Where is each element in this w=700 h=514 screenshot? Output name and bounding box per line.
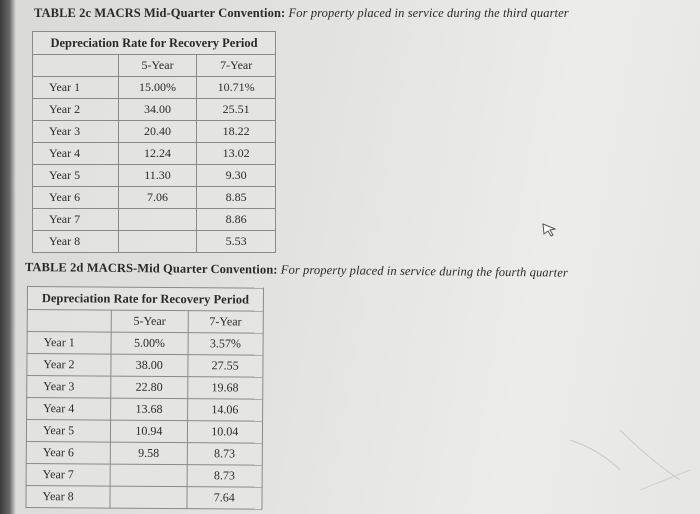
table-2d-corner (27, 310, 111, 333)
table-2c-year-label: Year 3 (33, 121, 119, 143)
table-2c-5yr-rate: 15.00% (118, 77, 197, 99)
table-2d (25, 286, 264, 510)
table-2d-row (27, 354, 263, 378)
table-2c-header: Depreciation Rate for Recovery Period (33, 32, 276, 55)
table-2d-row (26, 463, 262, 487)
table-2c-year-label: Year 2 (33, 99, 119, 121)
table-2c-7yr-rate: 10.71% (197, 77, 276, 99)
table-2d-subtitle: For property placed in service during the fourth quarter (280, 262, 568, 280)
table-2c-row (33, 121, 276, 143)
table-2c-row (33, 187, 276, 209)
table-2d-5yr-rate: 13.68 (111, 398, 187, 421)
table-2d-7yr-rate: 3.57% (188, 333, 264, 356)
table-2c-7yr-rate: 5.53 (197, 231, 276, 253)
table-2d-row (26, 485, 262, 509)
table-2d-header: Depreciation Rate for Recovery Period (27, 287, 263, 312)
table-2d-caption (25, 260, 568, 281)
table-2c-5yr-rate: 11.30 (118, 165, 197, 187)
table-2c-row (33, 165, 276, 187)
table-2c-7yr-rate: 13.02 (197, 143, 276, 165)
table-2d-7yr-rate: 7.64 (186, 487, 262, 510)
table-2d-row (27, 398, 263, 422)
table-2c-5yr-rate: 12.24 (118, 143, 197, 165)
table-2d-5yr-rate (110, 464, 186, 487)
table-2c-5yr-rate (118, 231, 197, 253)
table-2c-col-5yr: 5-Year (118, 55, 197, 77)
table-2c-7yr-rate: 9.30 (197, 165, 276, 187)
table-2c-row (33, 209, 276, 231)
table-2d-year-label: Year 3 (27, 376, 111, 399)
table-2d-row (27, 376, 263, 400)
table-2c-7yr-rate: 8.85 (197, 187, 276, 209)
table-2d-5yr-rate (110, 486, 186, 509)
table-2c-label: TABLE 2c (34, 6, 92, 20)
table-2d-7yr-rate: 10.04 (187, 421, 263, 444)
table-2c-5yr-rate (118, 209, 197, 231)
table-2d-7yr-rate: 27.55 (187, 355, 263, 378)
table-2c-col-7yr: 7-Year (197, 55, 276, 77)
table-2d-year-label: Year 1 (27, 332, 111, 355)
table-2c-row (33, 77, 276, 99)
table-2d-5yr-rate: 5.00% (111, 332, 187, 355)
table-2c-5yr-rate: 7.06 (118, 187, 197, 209)
table-2d-7yr-rate: 8.73 (187, 443, 263, 466)
table-2c-year-label: Year 5 (33, 165, 119, 187)
table-2d-title: MACRS-Mid Quarter Convention: (86, 260, 278, 277)
table-2d-7yr-rate: 19.68 (187, 377, 263, 400)
table-2d-7yr-rate: 8.73 (187, 465, 263, 488)
table-2c-7yr-rate: 18.22 (197, 121, 276, 143)
table-2c-year-label: Year 7 (33, 209, 119, 231)
pencil-marks-decoration (560, 420, 700, 514)
table-2c-title: MACRS Mid-Quarter Convention: (94, 6, 286, 20)
table-2d-row (26, 441, 262, 465)
table-2c-row (33, 143, 276, 165)
table-2d-col-7yr: 7-Year (188, 311, 264, 334)
table-2c-row (33, 99, 276, 121)
table-2c-caption (34, 6, 569, 21)
table-2c-subtitle: For property placed in service during the third quarter (288, 6, 569, 20)
table-2c-year-label: Year 8 (33, 231, 119, 253)
table-2d-7yr-rate: 14.06 (187, 399, 263, 422)
table-2d-col-5yr: 5-Year (111, 310, 187, 333)
table-2d-5yr-rate: 38.00 (111, 354, 187, 377)
table-2c-year-label: Year 4 (33, 143, 119, 165)
table-2d-year-label: Year 8 (26, 485, 110, 508)
table-2d-year-label: Year 7 (26, 463, 110, 486)
table-2d-5yr-rate: 9.58 (110, 442, 186, 465)
table-2d-5yr-rate: 10.94 (111, 420, 187, 443)
table-2d-5yr-rate: 22.80 (111, 376, 187, 399)
table-2c-5yr-rate: 20.40 (118, 121, 197, 143)
table-2d-row (27, 332, 263, 356)
table-2c-5yr-rate: 34.00 (118, 99, 197, 121)
table-2c-year-label: Year 1 (33, 77, 119, 99)
table-2d-year-label: Year 5 (26, 420, 110, 443)
table-2d-label: TABLE 2d (24, 260, 84, 275)
table-2c-year-label: Year 6 (33, 187, 119, 209)
table-2d-year-label: Year 2 (27, 354, 111, 377)
table-2c-row (33, 231, 276, 253)
table-2d-row (26, 420, 262, 444)
table-2c (32, 31, 276, 253)
table-2d-year-label: Year 4 (27, 398, 111, 421)
mouse-cursor-icon (540, 220, 558, 238)
table-2d-year-label: Year 6 (26, 441, 110, 464)
table-2c-corner (33, 55, 119, 77)
table-2c-7yr-rate: 8.86 (197, 209, 276, 231)
photo-edge-shadow (0, 0, 16, 514)
table-2c-7yr-rate: 25.51 (197, 99, 276, 121)
